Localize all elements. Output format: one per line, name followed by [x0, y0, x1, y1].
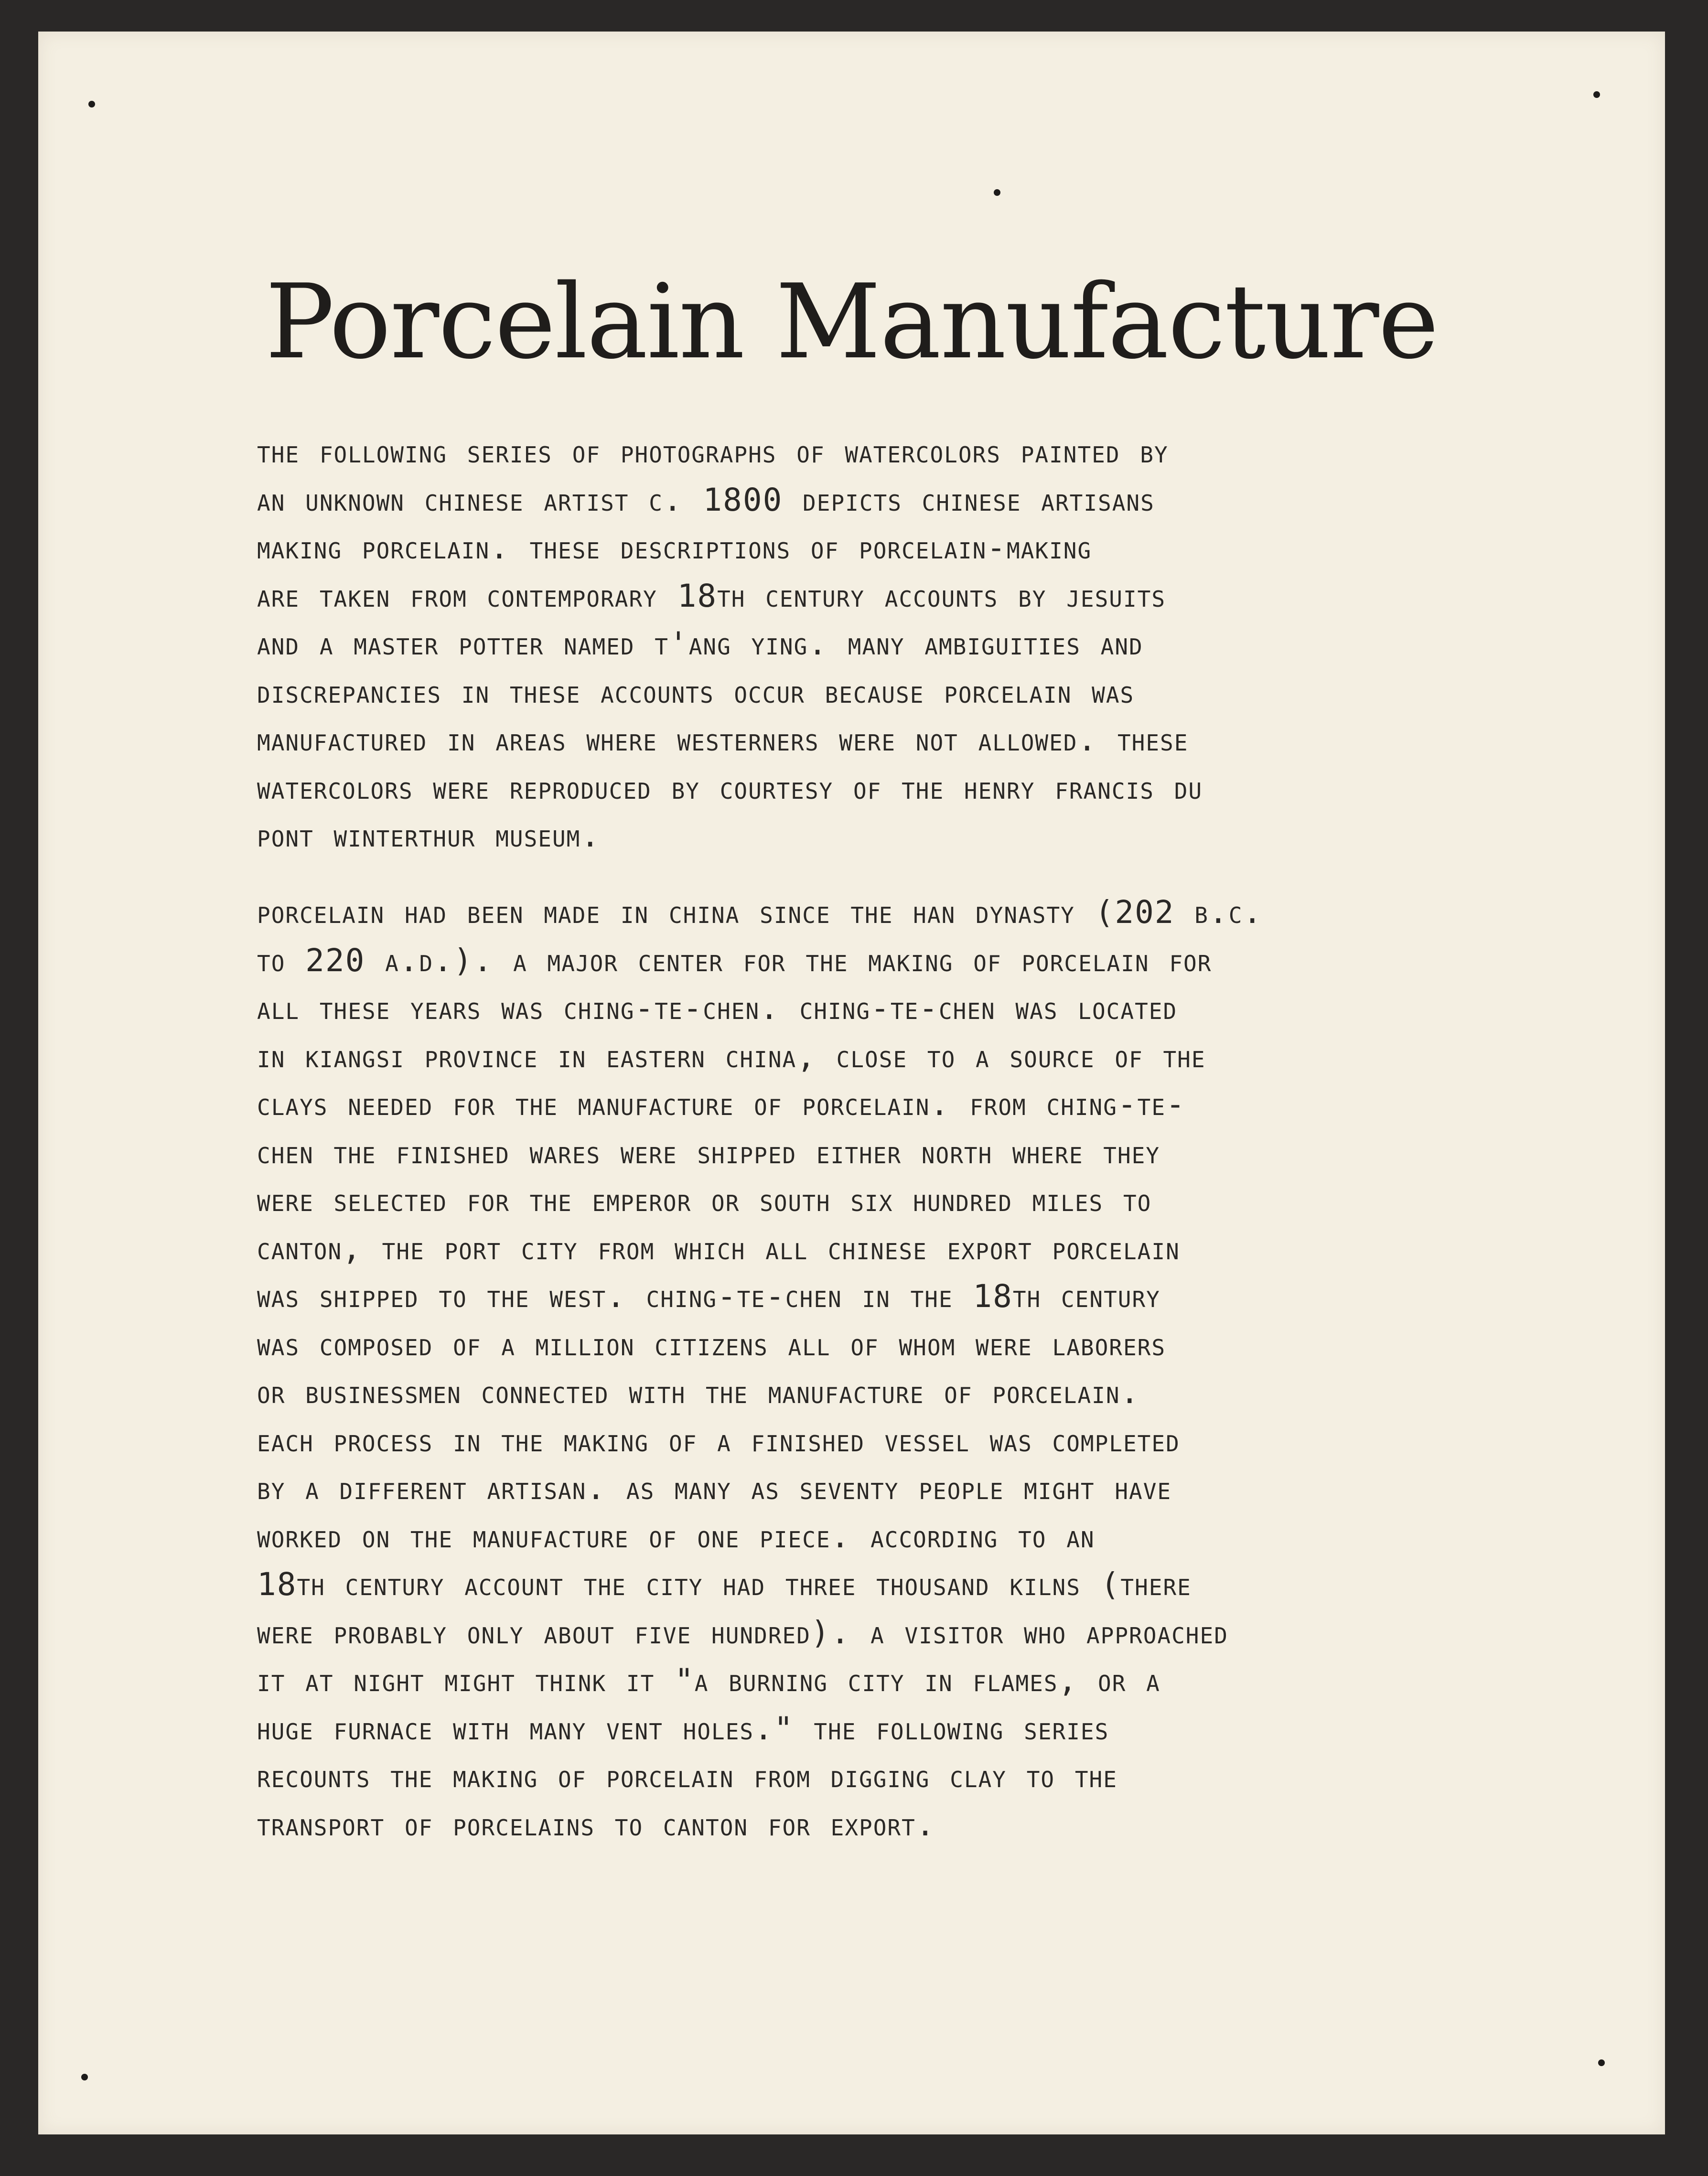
- text-line: recounts the making of porcelain from digging clay to the: [257, 1758, 1117, 1795]
- text-line: manufactured in areas where westerners were not allowed. these: [257, 721, 1189, 758]
- paragraph-history: [257, 889, 1576, 1849]
- text-line: are taken from contemporary 18th century accounts by jesuits: [257, 577, 1166, 614]
- text-line: huge furnace with many vent holes." the following series: [257, 1710, 1109, 1747]
- punch-hole-top-right: [1593, 91, 1600, 98]
- text-line: making porcelain. these descriptions of porcelain-making: [257, 529, 1092, 566]
- text-line: transport of porcelains to canton for export.: [257, 1806, 936, 1843]
- text-line: was composed of a million citizens all of whom were laborers: [257, 1326, 1166, 1363]
- text-line: porcelain had been made in china since the han dynasty (202 b.c.: [257, 894, 1263, 931]
- punch-hole-bottom-right: [1598, 2059, 1605, 2066]
- text-line: all these years was ching-te-chen. ching-te-chen was located: [257, 990, 1178, 1027]
- text-line: to 220 a.d.). a major center for the making of porcelain for: [257, 942, 1212, 979]
- text-line: discrepancies in these accounts occur because porcelain was: [257, 673, 1135, 710]
- text-line: clays needed for the manufacture of porcelain. from ching-te-: [257, 1086, 1186, 1123]
- text-line: worked on the manufacture of one piece. according to an: [257, 1518, 1095, 1555]
- paragraph-intro: [257, 428, 1576, 860]
- text-line: was shipped to the west. ching-te-chen in the 18th century: [257, 1278, 1160, 1315]
- punch-hole-top-center: [994, 189, 1000, 196]
- document-title: Porcelain Manufacture: [265, 262, 1438, 382]
- punch-hole-bottom-left: [81, 2074, 88, 2080]
- text-line: the following series of photographs of watercolors painted by: [257, 433, 1169, 470]
- text-line: chen the finished wares were shipped either north where they: [257, 1134, 1160, 1171]
- text-line: 18th century account the city had three thousand kilns (there: [257, 1566, 1192, 1603]
- text-line: by a different artisan. as many as seventy people might have: [257, 1470, 1172, 1507]
- text-line: in kiangsi province in eastern china, close to a source of the: [257, 1038, 1206, 1075]
- text-line: an unknown chinese artist c. 1800 depicts chinese artisans: [257, 481, 1155, 518]
- text-line: canton, the port city from which all chinese export porcelain: [257, 1230, 1180, 1267]
- text-line: or businessmen connected with the manufacture of porcelain.: [257, 1374, 1140, 1411]
- text-line: watercolors were reproduced by courtesy of the henry francis du: [257, 769, 1203, 806]
- text-line: and a master potter named t'ang ying. many ambiguities and: [257, 625, 1143, 662]
- text-line: were selected for the emperor or south six hundred miles to: [257, 1182, 1152, 1219]
- text-line: were probably only about five hundred). a visitor who approached: [257, 1614, 1228, 1651]
- text-line: each process in the making of a finished vessel was completed: [257, 1422, 1180, 1459]
- text-line: pont winterthur museum.: [257, 817, 601, 854]
- text-line: it at night might think it "a burning city in flames, or a: [257, 1662, 1160, 1699]
- punch-hole-top-left: [88, 101, 95, 107]
- document-page: [38, 32, 1665, 2134]
